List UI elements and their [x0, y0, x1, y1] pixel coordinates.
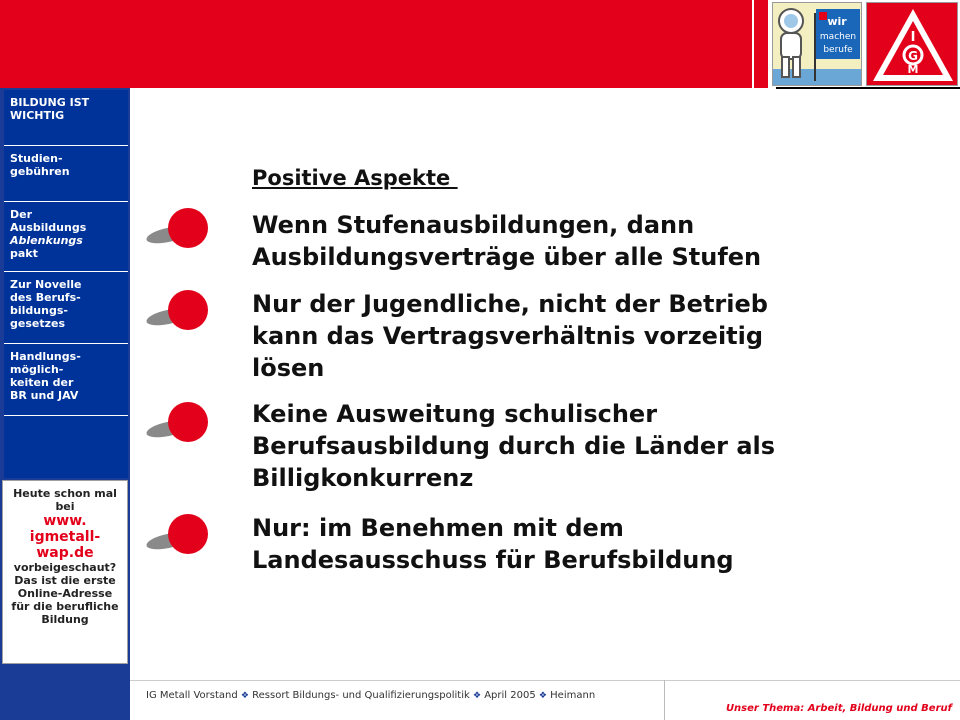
bullet-point-line: Wenn Stufenausbildungen, dann: [252, 211, 695, 239]
bullet-icon: [144, 206, 212, 250]
sidebar-item-label: Der: [10, 208, 33, 221]
top-banner-segment: [754, 0, 768, 88]
logo-letter-i: I: [910, 30, 916, 45]
wap-promo-text: Bildung: [41, 613, 89, 626]
bullet-point-line: Ausbildungsverträge über alle Stufen: [252, 243, 762, 271]
ig-metall-logo: [866, 2, 958, 86]
sidebar-item-label: BILDUNG IST: [10, 96, 90, 109]
bullet-point-schulische-ausbildung: [252, 398, 872, 494]
sidebar-item-ausbildungspakt[interactable]: [4, 202, 128, 272]
bullet-icon: [144, 288, 212, 332]
sidebar-item-label: Ausbildungs: [10, 221, 87, 234]
bullet-point-line: Landesausschuss für Berufsbildung: [252, 546, 734, 574]
sidebar-item-label: WICHTIG: [10, 109, 65, 122]
sidebar-item-label: bildungs-: [10, 304, 68, 317]
sidebar-item-label: gebühren: [10, 165, 70, 178]
sidebar-item-label: pakt: [10, 247, 38, 260]
footer-divider: [664, 680, 665, 720]
footer-author: Heimann: [550, 690, 596, 701]
sidebar-item-label: Zur Novelle: [10, 278, 82, 291]
logo-text-berufe: berufe: [823, 45, 853, 55]
bullet-point-line: Nur: im Benehmen mit dem: [252, 514, 624, 542]
footer-rule: [130, 680, 960, 681]
bullet-point-line: kann das Vertragsverhältnis vorzeitig: [252, 322, 764, 350]
bullet-point-line: Nur der Jugendliche, nicht der Betrieb: [252, 290, 768, 318]
bullet-point-line: Berufsausbildung durch die Länder als: [252, 432, 776, 460]
wap-promo-text: für die berufliche: [11, 600, 119, 613]
sidebar-item-label-italic: Ablenkungs: [10, 234, 83, 247]
wap-promo-text: bei: [55, 500, 75, 513]
footer-organisation: IG Metall Vorstand: [146, 690, 238, 701]
bullet-icon: [144, 512, 212, 556]
wap-url-link[interactable]: [3, 513, 127, 561]
bullet-point-line: Billigkonkurrenz: [252, 464, 474, 492]
wap-url-part: www.: [43, 513, 87, 529]
logo-text-wir: wir: [827, 15, 847, 28]
ig-metall-triangle-icon: [867, 3, 958, 86]
sidebar-item-studiengebuehren[interactable]: [4, 146, 128, 202]
bullet-point-landesausschuss: [252, 512, 872, 576]
bullet-point-stufenausbildung: [252, 209, 872, 273]
footer-theme: Unser Thema: Arbeit, Bildung und Beruf: [725, 703, 952, 714]
sidebar-item-label: BR und JAV: [10, 389, 79, 402]
wap-promo-text: Online-Adresse: [17, 587, 113, 600]
diamond-icon: ❖: [472, 691, 482, 701]
footer-department: Ressort Bildungs- und Qualifizierungspolitik: [252, 690, 470, 701]
sidebar-item-label: gesetzes: [10, 317, 66, 330]
logo-letter-m: M: [907, 63, 919, 76]
sidebar-item-empty: [4, 416, 128, 478]
logo-underline: [776, 87, 960, 89]
bullet-icon: [144, 400, 212, 444]
wap-url-part: igmetall-: [29, 529, 101, 545]
sidebar-item-label: keiten der: [10, 376, 74, 389]
wap-url-part: wap.de: [36, 545, 94, 561]
wap-promo-text: Das ist die erste: [14, 574, 116, 587]
sidebar-item-handlungsmoeglichkeiten[interactable]: [4, 344, 128, 416]
sidebar-item-label: des Berufs-: [10, 291, 81, 304]
bullet-point-kuendigung: [252, 288, 872, 384]
top-banner: [0, 0, 752, 88]
bullet-point-line: lösen: [252, 354, 325, 382]
diamond-icon: ❖: [538, 691, 547, 701]
section-heading: Positive Aspekte: [252, 166, 458, 190]
bullet-point-line: Keine Ausweitung schulischer: [252, 400, 658, 428]
astronaut-icon: [773, 3, 862, 86]
sidebar-item-label: Studien-: [10, 152, 63, 165]
diamond-icon: ❖: [240, 691, 249, 701]
wir-machen-berufe-logo: [772, 2, 862, 86]
footer-credits: [146, 690, 595, 701]
sidebar-item-novelle-berufsbildungsgesetz[interactable]: [4, 272, 128, 344]
sidebar-item-label: möglich-: [10, 363, 64, 376]
logo-letter-g: G: [908, 49, 918, 63]
wap-promo-box: [2, 480, 128, 664]
sidebar-item-bildung-ist-wichtig[interactable]: [4, 90, 128, 146]
wap-promo-text: Heute schon mal: [13, 487, 117, 500]
footer-date: April 2005: [484, 690, 536, 701]
wap-promo-text: vorbeigeschaut?: [13, 561, 117, 574]
logo-text-machen: machen: [819, 32, 857, 42]
sidebar-item-label: Handlungs-: [10, 350, 81, 363]
